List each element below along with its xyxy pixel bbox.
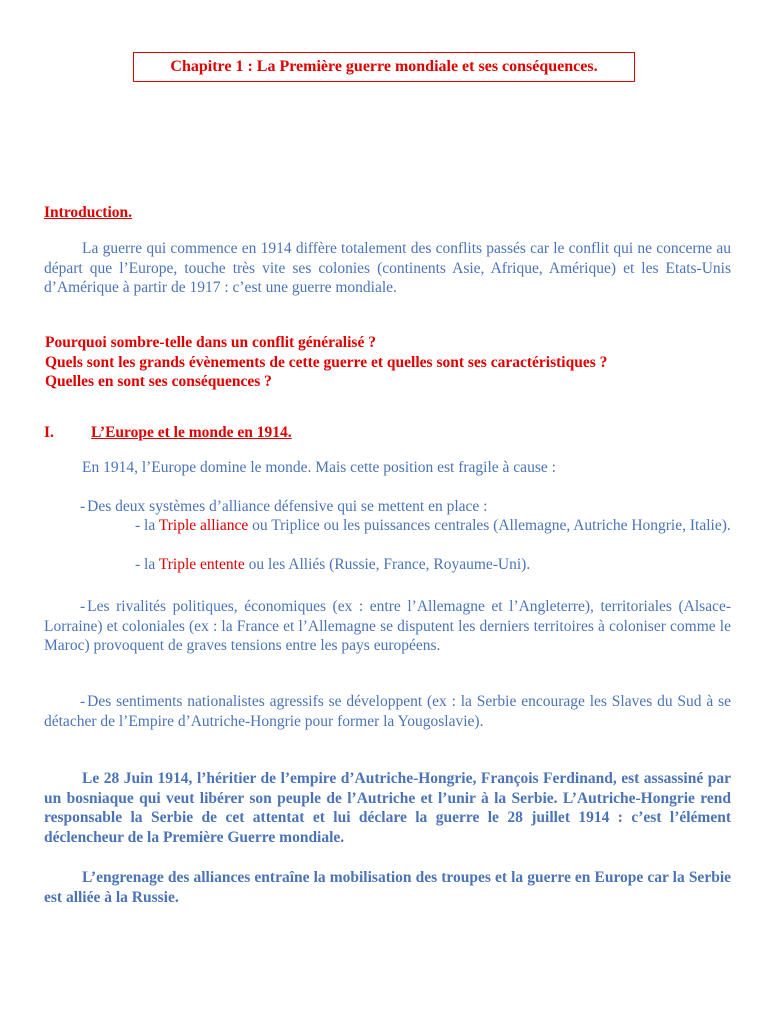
chapter-title: Chapitre 1 : La Première guerre mondiale et ses conséquences. xyxy=(133,52,635,82)
section-intro: En 1914, l’Europe domine le monde. Mais cette position est fragile à cause : xyxy=(82,459,556,476)
bullet-text: Les rivalités politiques, économiques (ex : entre l’Allemagne et l’Angleterre), territoriales (Alsace-Lorraine) et coloniales (ex : la France et l’Allemagne se disputent les derniers territoires à coloniser comme le Maroc) provoquent de graves tensions entre les pays européens. xyxy=(44,598,731,654)
section-number: I. xyxy=(44,424,54,441)
bullet-text: Des sentiments nationalistes agressifs se développent (ex : la Serbie encourage les Slaves du Sud à se détacher de l’Empire d’Autriche-Hongrie pour former la Yougoslavie). xyxy=(44,693,731,730)
sub-bullet-triple-entente xyxy=(135,555,530,575)
triple-alliance-highlight: Triple alliance xyxy=(158,517,249,534)
bullet-nationalism xyxy=(44,692,731,731)
section-heading xyxy=(44,423,731,443)
sub-bullet-triple-alliance xyxy=(91,516,731,536)
sub-bullet-text: ou les Alliés (Russie, France, Royaume-Uni). xyxy=(244,556,531,573)
question-item: Quels sont les grands évènements de cette guerre et quelles sont ses caractéristiques ? xyxy=(45,353,608,371)
assassination-paragraph: Le 28 Juin 1914, l’héritier de l’empire d’Autriche-Hongrie, François Ferdinand, est assassiné par un bosniaque qui veut libérer son peuple de l’Autriche et l’unir à la Serbie. L’Autriche-Hongrie rend responsable la Serbie de cet attentat et lui déclare la guerre le 28 juillet 1914 : c’est l’élément déclencheur de la Première Guerre mondiale. xyxy=(44,770,731,846)
bullet-dash: - xyxy=(80,693,86,710)
intro-paragraph: La guerre qui commence en 1914 diffère totalement des conflits passés car le conflit qui ne concerne au départ que l’Europe, touche très vite ses colonies (continents Asie, Afrique, Amérique) et les Etats-Unis d’Amérique à partir de 1917 : c’est une guerre mondiale. xyxy=(44,240,731,296)
triple-entente-highlight: Triple entente xyxy=(158,556,245,573)
bullet-dash: - xyxy=(80,598,86,615)
intro-heading: Introduction. xyxy=(44,204,132,221)
question-item: Quelles en sont ses conséquences ? xyxy=(45,373,272,390)
sub-bullet-prefix: - la xyxy=(135,517,159,534)
question-item: Pourquoi sombre-telle dans un conflit généralisé ? xyxy=(45,334,376,351)
section-title: L’Europe et le monde en 1914. xyxy=(91,424,292,441)
bullet-rivalries xyxy=(44,597,731,656)
sub-bullet-text: ou Triplice ou les puissances centrales (Allemagne, Autriche Hongrie, Italie). xyxy=(248,517,731,534)
question-list xyxy=(45,333,732,392)
sub-bullet-prefix: - la xyxy=(135,556,159,573)
alliances-paragraph: L’engrenage des alliances entraîne la mobilisation des troupes et la guerre en Europe car la Serbie est alliée à la Russie. xyxy=(44,869,731,906)
bullet-dash: - xyxy=(80,498,86,515)
bullet-text: Des deux systèmes d’alliance défensive qui se mettent en place : xyxy=(87,498,488,515)
bullet-alliances xyxy=(80,497,767,517)
